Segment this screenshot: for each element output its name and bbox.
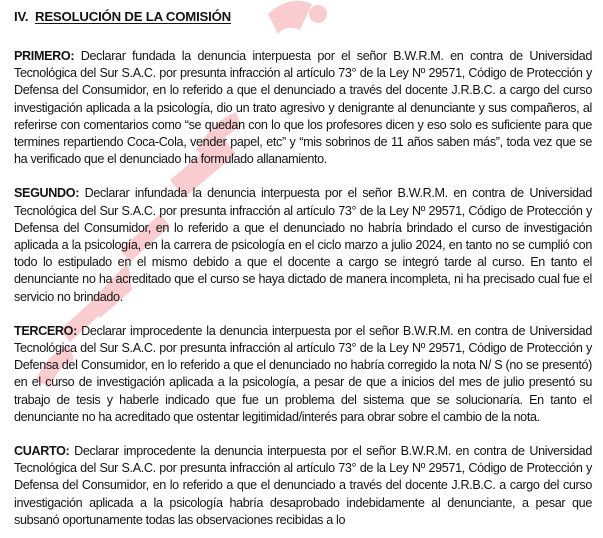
paragraph-text: Declarar improcedente la denuncia interpuesta por el señor B.W.R.M. en contra de Universidad Tecnológica del Sur S.A.C. por presunta infracción al artículo 73° de la Ley Nº 29571, Código de Protección y Defensa del Consumidor, en lo referido a que el denunciado no habría corregido la nota N/ S (no se presentó) en el curso de investigación aplicada a la psicología, a pesar de que a inicios del mes de julio presentó su trabajo de tesis y haberle indicado que fue un problema del sistema que se solucionaría. En tanto el denunciante no ha acreditado que ostentar legitimidad/interés para obrar sobre el cambio de la nota. bbox=[14, 323, 592, 424]
section-number: IV. bbox=[14, 9, 29, 24]
resolution-paragraph-tercero bbox=[14, 323, 592, 426]
paragraph-lead: CUARTO: bbox=[14, 444, 70, 459]
paragraph-lead: SEGUNDO: bbox=[14, 186, 80, 201]
paragraph-text: Declarar infundada la denuncia interpuesta por el señor B.W.R.M. en contra de Universidad Tecnológica del Sur S.A.C. por presunta infracción al artículo 73° de la Ley Nº 29571, Código de Protección y Defensa del Consumidor, en lo referido a que el denunciado no habría brindado el curso de investigación aplicada a la psicología, en la carrera de psicología en el ciclo marzo a julio 2024, en tanto no se cumplió con todo lo estipulado en el mismo debido a que el docente a cargo se integró tarde al curso. En tanto el denunciante no ha acreditado que el curso se haya dictado de manera incompleta, ni ha precisado cual fue el servicio no brindado. bbox=[14, 186, 592, 304]
paragraph-text: Declarar fundada la denuncia interpuesta por el señor B.W.R.M. en contra de Universidad Tecnológica del Sur S.A.C. por presunta infracción al artículo 73° de la Ley Nº 29571, Código de Protección y Defensa del Consumidor, en lo referido a que el denunciado a través del docente J.R.B.C. a cargo del curso investigación aplicada a la psicología, dio un trato agresivo y denigrante al denunciante y sus compañeros, al referirse con comentarios como “se quedan con lo que los profesores dicen y eso solo es suficiente para que termines repartiendo Coca-Cola, vender papel, etc” y “mis sobrinos de 11 años saben más”, toda vez que se ha verificado que el denunciado ha formulado allanamiento. bbox=[14, 49, 592, 167]
document-page bbox=[14, 0, 592, 529]
resolution-paragraph-cuarto bbox=[14, 443, 592, 529]
resolution-paragraph-segundo bbox=[14, 185, 592, 305]
paragraph-lead: TERCERO: bbox=[14, 323, 77, 338]
paragraph-lead: PRIMERO: bbox=[14, 49, 75, 63]
section-heading bbox=[14, 9, 592, 29]
resolution-paragraph-primero bbox=[14, 48, 592, 168]
section-title: RESOLUCIÓN DE LA COMISIÓN bbox=[35, 9, 231, 24]
paragraph-text: Declarar improcedente la denuncia interpuesta por el señor B.W.R.M. en contra de Universidad Tecnológica del Sur S.A.C. por presunta infracción al artículo 73° de la Ley Nº 29571, Código de Protección y Defensa del Consumidor, en lo referido a que el denunciado a través del docente J.R.B.C. a cargo del curso investigación aplicada a la psicología habría desaprobado indebidamente al denunciante, a pesar que subsanó oportunamente todas las observaciones recibidas a lo bbox=[14, 444, 592, 527]
